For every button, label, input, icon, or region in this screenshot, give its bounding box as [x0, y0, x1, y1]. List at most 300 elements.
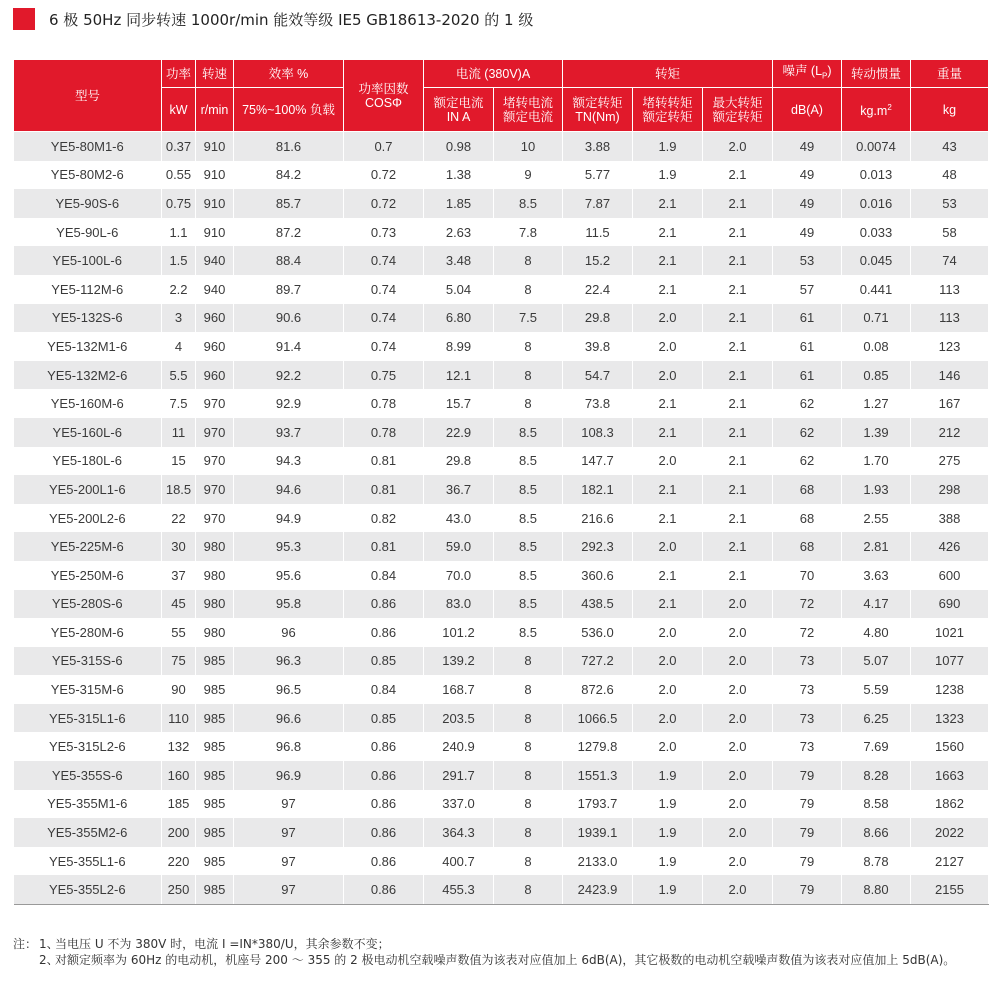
cell-power: 0.37	[162, 132, 196, 161]
cell-model: YE5-90S-6	[14, 189, 162, 218]
cell-rated-torque: 1939.1	[563, 818, 633, 847]
cell-speed: 980	[196, 618, 234, 647]
cell-locked-torque-ratio: 2.0	[633, 532, 703, 561]
cell-locked-current-ratio: 8.5	[494, 532, 563, 561]
cell-speed: 910	[196, 189, 234, 218]
cell-locked-current-ratio: 8	[494, 389, 563, 418]
cell-inertia: 8.80	[842, 875, 911, 904]
table-row	[14, 818, 989, 847]
cell-speed: 985	[196, 732, 234, 761]
cell-inertia: 1.70	[842, 447, 911, 476]
cell-model: YE5-80M1-6	[14, 132, 162, 161]
cell-locked-current-ratio: 8	[494, 675, 563, 704]
cell-model: YE5-160L-6	[14, 418, 162, 447]
cell-noise: 72	[773, 618, 842, 647]
cell-max-torque-ratio: 2.0	[703, 647, 773, 676]
cell-efficiency: 93.7	[234, 418, 344, 447]
cell-locked-torque-ratio: 2.1	[633, 561, 703, 590]
notes-section	[13, 936, 988, 968]
cell-model: YE5-250M-6	[14, 561, 162, 590]
power-unit: kW	[162, 88, 196, 132]
cell-model: YE5-132M2-6	[14, 361, 162, 390]
cell-locked-torque-ratio: 2.1	[633, 275, 703, 304]
cell-rated-torque: 11.5	[563, 218, 633, 247]
cell-locked-current-ratio: 8	[494, 246, 563, 275]
cell-model: YE5-132M1-6	[14, 332, 162, 361]
cell-max-torque-ratio: 2.1	[703, 332, 773, 361]
table-row	[14, 218, 989, 247]
cell-weight: 426	[911, 532, 989, 561]
cell-weight: 2155	[911, 875, 989, 904]
cell-model: YE5-355M2-6	[14, 818, 162, 847]
cell-inertia: 7.69	[842, 732, 911, 761]
cell-locked-current-ratio: 8.5	[494, 590, 563, 619]
cell-rated-current: 6.80	[424, 304, 494, 333]
cell-inertia: 0.08	[842, 332, 911, 361]
cell-model: YE5-180L-6	[14, 447, 162, 476]
cell-noise: 70	[773, 561, 842, 590]
cell-power: 3	[162, 304, 196, 333]
cell-max-torque-ratio: 2.0	[703, 132, 773, 161]
efficiency-unit: 75%~100% 负载	[234, 88, 344, 132]
col-power-factor-header	[344, 60, 424, 132]
max-torque-label: 最大转矩	[712, 95, 763, 110]
cell-rated-torque: 3.88	[563, 132, 633, 161]
cell-efficiency: 95.8	[234, 590, 344, 619]
table-row	[14, 618, 989, 647]
cell-weight: 146	[911, 361, 989, 390]
cell-power: 220	[162, 847, 196, 876]
table-row	[14, 704, 989, 733]
cell-max-torque-ratio: 2.1	[703, 532, 773, 561]
cell-rated-torque: 5.77	[563, 161, 633, 190]
cell-speed: 985	[196, 675, 234, 704]
cell-efficiency: 94.3	[234, 447, 344, 476]
cell-speed: 910	[196, 161, 234, 190]
cell-rated-current: 29.8	[424, 447, 494, 476]
cell-efficiency: 95.6	[234, 561, 344, 590]
note-number: 1、	[39, 937, 59, 951]
cell-power-factor: 0.85	[344, 647, 424, 676]
cell-model: YE5-280M-6	[14, 618, 162, 647]
cell-locked-current-ratio: 8.5	[494, 504, 563, 533]
cell-power-factor: 0.82	[344, 504, 424, 533]
cell-power: 37	[162, 561, 196, 590]
cell-noise: 49	[773, 218, 842, 247]
cell-rated-torque: 1066.5	[563, 704, 633, 733]
cell-model: YE5-315L1-6	[14, 704, 162, 733]
table-row	[14, 475, 989, 504]
cell-speed: 970	[196, 447, 234, 476]
torque-group-header: 转矩	[563, 60, 773, 88]
notes-prefix: 注：	[13, 937, 38, 951]
cell-inertia: 8.28	[842, 761, 911, 790]
cell-rated-current: 0.98	[424, 132, 494, 161]
cell-rated-current: 43.0	[424, 504, 494, 533]
cell-power-factor: 0.86	[344, 790, 424, 819]
col-power-header: 功率	[162, 60, 196, 88]
cell-locked-current-ratio: 8.5	[494, 561, 563, 590]
cell-rated-current: 455.3	[424, 875, 494, 904]
cell-power-factor: 0.74	[344, 275, 424, 304]
cell-weight: 1862	[911, 790, 989, 819]
cell-efficiency: 95.3	[234, 532, 344, 561]
cell-rated-torque: 1551.3	[563, 761, 633, 790]
locked-current-label: 堵转电流	[502, 95, 553, 110]
cell-speed: 980	[196, 590, 234, 619]
cell-inertia: 0.045	[842, 246, 911, 275]
cell-power-factor: 0.85	[344, 704, 424, 733]
cell-locked-current-ratio: 8	[494, 790, 563, 819]
cell-speed: 980	[196, 561, 234, 590]
cell-efficiency: 81.6	[234, 132, 344, 161]
table-row	[14, 761, 989, 790]
cell-weight: 43	[911, 132, 989, 161]
cell-inertia: 0.013	[842, 161, 911, 190]
table-row	[14, 189, 989, 218]
cell-max-torque-ratio: 2.1	[703, 389, 773, 418]
cell-rated-torque: 872.6	[563, 675, 633, 704]
cell-power-factor: 0.81	[344, 475, 424, 504]
cell-efficiency: 97	[234, 847, 344, 876]
cell-power-factor: 0.86	[344, 761, 424, 790]
cell-power-factor: 0.86	[344, 818, 424, 847]
cell-weight: 58	[911, 218, 989, 247]
cell-locked-current-ratio: 8	[494, 704, 563, 733]
cell-weight: 1238	[911, 675, 989, 704]
cell-rated-current: 59.0	[424, 532, 494, 561]
cell-model: YE5-355S-6	[14, 761, 162, 790]
cell-locked-torque-ratio: 2.1	[633, 590, 703, 619]
cell-speed: 960	[196, 304, 234, 333]
cell-noise: 79	[773, 790, 842, 819]
cell-inertia: 5.59	[842, 675, 911, 704]
cell-locked-torque-ratio: 2.0	[633, 675, 703, 704]
cell-rated-torque: 182.1	[563, 475, 633, 504]
cell-inertia: 0.71	[842, 304, 911, 333]
cell-rated-torque: 216.6	[563, 504, 633, 533]
cell-locked-torque-ratio: 1.9	[633, 132, 703, 161]
cell-locked-torque-ratio: 2.1	[633, 389, 703, 418]
cell-rated-torque: 7.87	[563, 189, 633, 218]
cell-rated-torque: 54.7	[563, 361, 633, 390]
table-row	[14, 304, 989, 333]
cell-noise: 53	[773, 246, 842, 275]
cell-power: 45	[162, 590, 196, 619]
cell-power: 2.2	[162, 275, 196, 304]
cell-speed: 910	[196, 218, 234, 247]
cell-power: 1.1	[162, 218, 196, 247]
cell-max-torque-ratio: 2.1	[703, 275, 773, 304]
cell-max-torque-ratio: 2.0	[703, 847, 773, 876]
col-weight-header: 重量	[911, 60, 989, 88]
cell-rated-current: 15.7	[424, 389, 494, 418]
cell-noise: 73	[773, 704, 842, 733]
cell-efficiency: 96.6	[234, 704, 344, 733]
cell-efficiency: 96	[234, 618, 344, 647]
note-text: 对额定频率为 60Hz 的电动机，机座号 200 ～ 355 的 2 极电动机空载噪声数值为该表对应值加上 6dB(A)，其它极数的电动机空载噪声数值为该表对应值加上 5dB(A)。	[55, 953, 956, 967]
cell-model: YE5-355L1-6	[14, 847, 162, 876]
cell-locked-torque-ratio: 1.9	[633, 790, 703, 819]
cell-max-torque-ratio: 2.1	[703, 475, 773, 504]
cell-max-torque-ratio: 2.0	[703, 704, 773, 733]
table-row	[14, 275, 989, 304]
cell-rated-torque: 1279.8	[563, 732, 633, 761]
cell-rated-current: 83.0	[424, 590, 494, 619]
cell-noise: 79	[773, 761, 842, 790]
cell-speed: 970	[196, 418, 234, 447]
page-title: 6 极 50Hz 同步转速 1000r/min 能效等级 IE5 GB18613-2020 的 1 级	[49, 10, 534, 29]
cell-weight: 167	[911, 389, 989, 418]
cell-weight: 275	[911, 447, 989, 476]
cell-efficiency: 91.4	[234, 332, 344, 361]
cell-inertia: 1.93	[842, 475, 911, 504]
cell-max-torque-ratio: 2.1	[703, 561, 773, 590]
cell-model: YE5-132S-6	[14, 304, 162, 333]
cell-efficiency: 90.6	[234, 304, 344, 333]
cell-efficiency: 87.2	[234, 218, 344, 247]
cell-model: YE5-315M-6	[14, 675, 162, 704]
cell-model: YE5-160M-6	[14, 389, 162, 418]
cell-locked-torque-ratio: 2.0	[633, 447, 703, 476]
cell-max-torque-ratio: 2.1	[703, 304, 773, 333]
cell-locked-torque-ratio: 2.1	[633, 189, 703, 218]
power-factor-label: 功率因数	[358, 81, 409, 96]
cell-locked-current-ratio: 8.5	[494, 189, 563, 218]
cell-speed: 970	[196, 475, 234, 504]
cell-rated-torque: 2133.0	[563, 847, 633, 876]
table-row	[14, 590, 989, 619]
cell-noise: 68	[773, 475, 842, 504]
cell-locked-current-ratio: 8.5	[494, 447, 563, 476]
locked-torque-denominator: 额定转矩	[642, 109, 693, 124]
cell-rated-torque: 147.7	[563, 447, 633, 476]
cell-noise: 49	[773, 132, 842, 161]
cell-rated-current: 168.7	[424, 675, 494, 704]
cell-max-torque-ratio: 2.1	[703, 218, 773, 247]
cell-model: YE5-200L1-6	[14, 475, 162, 504]
cell-rated-torque: 39.8	[563, 332, 633, 361]
cell-power: 200	[162, 818, 196, 847]
cell-weight: 2022	[911, 818, 989, 847]
cell-speed: 960	[196, 361, 234, 390]
cell-noise: 57	[773, 275, 842, 304]
cell-rated-torque: 73.8	[563, 389, 633, 418]
cell-weight: 113	[911, 275, 989, 304]
cell-power: 110	[162, 704, 196, 733]
cell-inertia: 3.63	[842, 561, 911, 590]
cell-locked-current-ratio: 7.8	[494, 218, 563, 247]
cell-rated-current: 22.9	[424, 418, 494, 447]
table-row	[14, 161, 989, 190]
cell-power: 30	[162, 532, 196, 561]
cell-power-factor: 0.81	[344, 447, 424, 476]
cell-efficiency: 96.3	[234, 647, 344, 676]
cell-power: 0.75	[162, 189, 196, 218]
cell-efficiency: 92.9	[234, 389, 344, 418]
cell-max-torque-ratio: 2.0	[703, 875, 773, 904]
cell-inertia: 8.78	[842, 847, 911, 876]
note-text: 当电压 U 不为 380V 时，电流 I =IN*380/U，其余参数不变；	[55, 937, 390, 951]
cell-noise: 61	[773, 361, 842, 390]
cell-inertia: 2.81	[842, 532, 911, 561]
cell-power: 185	[162, 790, 196, 819]
cell-rated-current: 12.1	[424, 361, 494, 390]
table-row	[14, 504, 989, 533]
cell-speed: 985	[196, 761, 234, 790]
cell-model: YE5-80M2-6	[14, 161, 162, 190]
cell-locked-torque-ratio: 2.0	[633, 704, 703, 733]
cell-speed: 980	[196, 532, 234, 561]
note-item	[13, 952, 988, 968]
cell-inertia: 8.66	[842, 818, 911, 847]
cell-max-torque-ratio: 2.0	[703, 618, 773, 647]
cell-locked-torque-ratio: 2.1	[633, 418, 703, 447]
cell-inertia: 2.55	[842, 504, 911, 533]
cell-locked-torque-ratio: 2.1	[633, 504, 703, 533]
table-row	[14, 361, 989, 390]
cell-weight: 1663	[911, 761, 989, 790]
cell-rated-current: 2.63	[424, 218, 494, 247]
cell-weight: 1077	[911, 647, 989, 676]
cell-inertia: 0.85	[842, 361, 911, 390]
noise-close: )	[827, 63, 832, 78]
cell-rated-torque: 29.8	[563, 304, 633, 333]
cell-power-factor: 0.86	[344, 847, 424, 876]
cell-noise: 73	[773, 647, 842, 676]
noise-unit: dB(A)	[773, 88, 842, 132]
table-row	[14, 875, 989, 904]
cell-power-factor: 0.78	[344, 418, 424, 447]
cell-power: 5.5	[162, 361, 196, 390]
cell-rated-torque: 536.0	[563, 618, 633, 647]
cell-power-factor: 0.84	[344, 675, 424, 704]
cell-rated-current: 139.2	[424, 647, 494, 676]
cell-inertia: 1.39	[842, 418, 911, 447]
cell-efficiency: 85.7	[234, 189, 344, 218]
weight-unit: kg	[911, 88, 989, 132]
cell-max-torque-ratio: 2.0	[703, 732, 773, 761]
cell-locked-current-ratio: 7.5	[494, 304, 563, 333]
cell-rated-torque: 15.2	[563, 246, 633, 275]
cell-rated-current: 101.2	[424, 618, 494, 647]
rated-current-unit: IN A	[446, 109, 471, 124]
cell-power-factor: 0.86	[344, 590, 424, 619]
cell-max-torque-ratio: 2.1	[703, 161, 773, 190]
cell-rated-current: 5.04	[424, 275, 494, 304]
cell-weight: 113	[911, 304, 989, 333]
cell-locked-torque-ratio: 2.0	[633, 647, 703, 676]
cell-noise: 62	[773, 389, 842, 418]
cell-locked-torque-ratio: 1.9	[633, 875, 703, 904]
cell-model: YE5-90L-6	[14, 218, 162, 247]
cell-weight: 48	[911, 161, 989, 190]
max-torque-ratio-header	[703, 88, 773, 132]
col-efficiency-header: 效率 %	[234, 60, 344, 88]
locked-current-denominator: 额定电流	[502, 109, 553, 124]
cell-inertia: 0.033	[842, 218, 911, 247]
table-row	[14, 790, 989, 819]
cell-locked-current-ratio: 8	[494, 332, 563, 361]
cell-noise: 49	[773, 189, 842, 218]
cell-efficiency: 94.9	[234, 504, 344, 533]
cell-locked-torque-ratio: 2.0	[633, 618, 703, 647]
inertia-unit	[842, 88, 911, 132]
cell-locked-torque-ratio: 2.1	[633, 246, 703, 275]
cell-speed: 940	[196, 246, 234, 275]
cell-weight: 123	[911, 332, 989, 361]
cell-rated-torque: 727.2	[563, 647, 633, 676]
cell-rated-torque: 360.6	[563, 561, 633, 590]
cell-rated-current: 36.7	[424, 475, 494, 504]
cell-locked-torque-ratio: 2.1	[633, 218, 703, 247]
cell-noise: 73	[773, 675, 842, 704]
cell-power-factor: 0.74	[344, 304, 424, 333]
cell-rated-torque: 108.3	[563, 418, 633, 447]
cell-locked-current-ratio: 8	[494, 361, 563, 390]
cell-max-torque-ratio: 2.1	[703, 246, 773, 275]
cell-power-factor: 0.74	[344, 246, 424, 275]
cell-rated-current: 8.99	[424, 332, 494, 361]
rated-current-header	[424, 88, 494, 132]
cell-max-torque-ratio: 2.1	[703, 504, 773, 533]
cell-max-torque-ratio: 2.0	[703, 818, 773, 847]
cell-inertia: 0.016	[842, 189, 911, 218]
cell-model: YE5-315S-6	[14, 647, 162, 676]
cell-model: YE5-280S-6	[14, 590, 162, 619]
table-body	[14, 132, 989, 905]
locked-torque-label: 堵转转矩	[642, 95, 693, 110]
table-row	[14, 647, 989, 676]
cell-power: 11	[162, 418, 196, 447]
col-model-header: 型号	[14, 60, 162, 132]
cell-inertia: 4.17	[842, 590, 911, 619]
cell-rated-current: 70.0	[424, 561, 494, 590]
inertia-unit-base: kg.m	[860, 104, 888, 119]
cell-power: 160	[162, 761, 196, 790]
power-factor-symbol: COSΦ	[364, 95, 403, 110]
cell-locked-current-ratio: 8	[494, 732, 563, 761]
cell-noise: 62	[773, 447, 842, 476]
cell-speed: 970	[196, 389, 234, 418]
cell-noise: 49	[773, 161, 842, 190]
table-row	[14, 532, 989, 561]
cell-locked-torque-ratio: 1.9	[633, 161, 703, 190]
cell-locked-current-ratio: 8	[494, 275, 563, 304]
title-bar	[13, 7, 533, 31]
table-row	[14, 732, 989, 761]
cell-model: YE5-225M-6	[14, 532, 162, 561]
cell-locked-current-ratio: 8	[494, 647, 563, 676]
cell-power: 90	[162, 675, 196, 704]
cell-noise: 61	[773, 304, 842, 333]
cell-power-factor: 0.7	[344, 132, 424, 161]
cell-model: YE5-355M1-6	[14, 790, 162, 819]
col-noise-header	[773, 60, 842, 88]
cell-max-torque-ratio: 2.0	[703, 790, 773, 819]
cell-efficiency: 97	[234, 790, 344, 819]
cell-locked-torque-ratio: 2.0	[633, 332, 703, 361]
rated-torque-unit: TN(Nm)	[575, 109, 620, 124]
speed-unit: r/min	[196, 88, 234, 132]
noise-subscript: P	[822, 71, 828, 81]
cell-locked-current-ratio: 8	[494, 818, 563, 847]
cell-speed: 985	[196, 790, 234, 819]
cell-power-factor: 0.73	[344, 218, 424, 247]
cell-speed: 910	[196, 132, 234, 161]
table-row	[14, 132, 989, 161]
rated-current-label: 额定电流	[433, 95, 484, 110]
